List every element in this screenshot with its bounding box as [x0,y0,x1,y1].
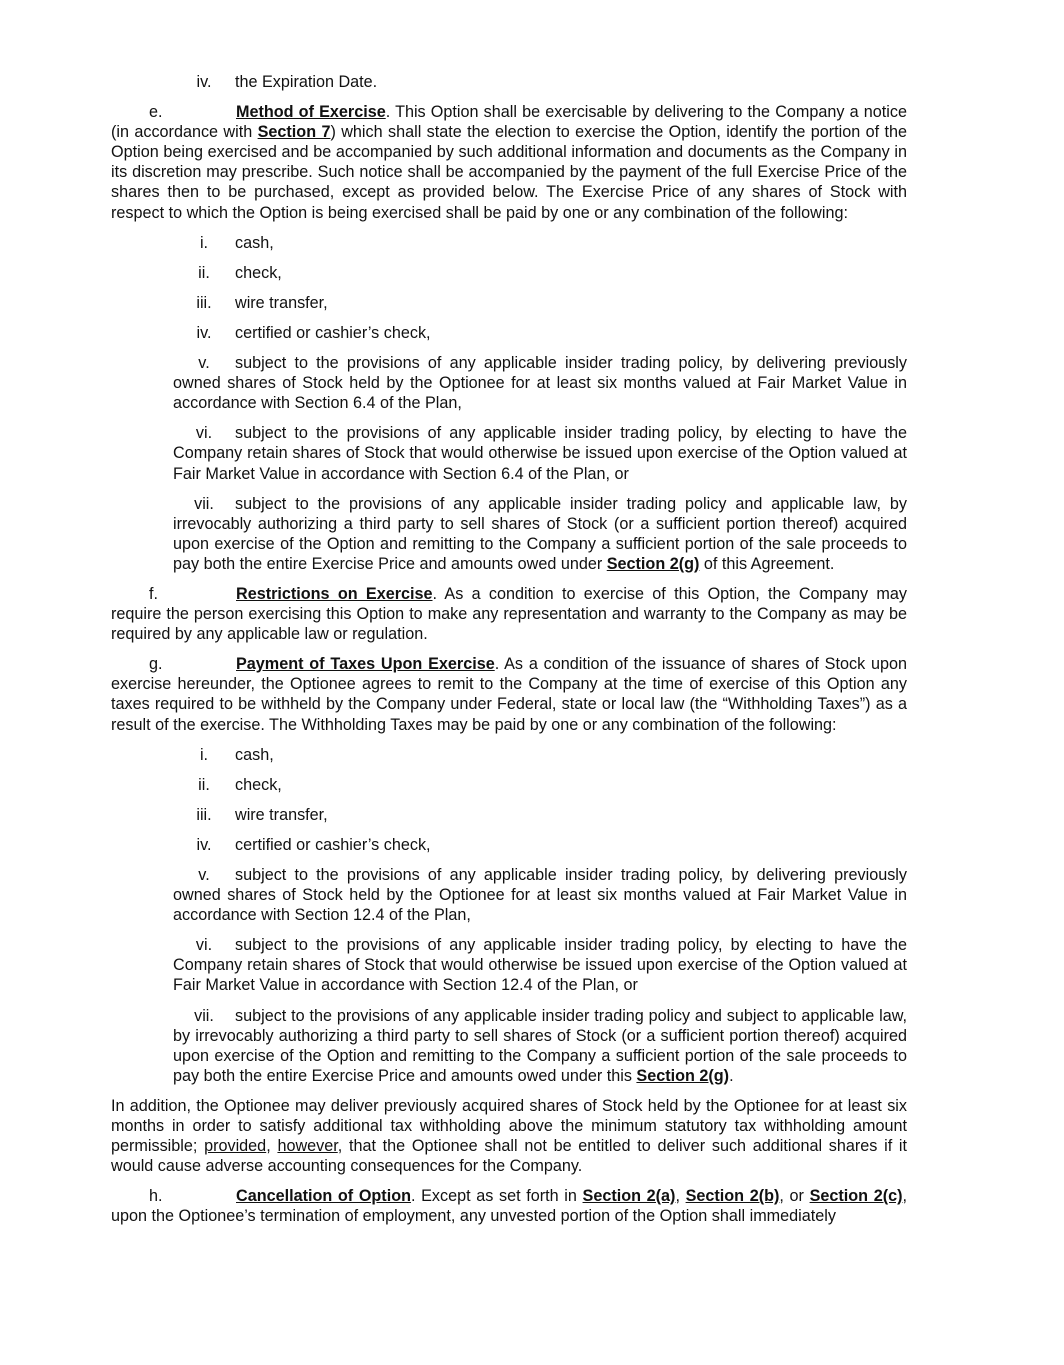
list-item: vii. subject to the provisions of any applicable insider trading policy and subject to applicable law, by irrevocably authorizing a third party to sell shares of Stock (or a sufficient portion thereof) acquired upon exercise of the Option and remitting to the Company a sufficient portion of the sale proceeds to pay both the entire Exercise Price and amounts owed under this Section 2(g). [173,1006,907,1085]
section-reference: Section 2(g) [636,1066,730,1085]
list-item: i. cash, [199,233,274,252]
list-item: iv. certified or cashier’s check, [196,835,431,854]
list-item: vi. subject to the provisions of any applicable insider trading policy, by electing to have the Company retain shares of Stock that would otherwise be issued upon exercise of the Option valued at Fair Market Value in accordance with Section 6.4 of the Plan, or [173,424,907,483]
section-reference: Section 7 [257,123,331,142]
list-item: i. cash, [199,745,274,764]
list-item: iv. the Expiration Date. [196,73,378,91]
section-h-paragraph: h. Cancellation of Option. Except as set forth in Section 2(a), Section 2(b), or Section 2(c), upon the Optionee’s termination of employment, any unvested portion of the Option shall immediately [111,1187,907,1226]
section-reference: Section 2(g) [606,554,700,573]
list-item: v. subject to the provisions of any applicable insider trading policy, by delivering previously owned shares of Stock held by the Optionee for at least six months valued at Fair Market Value in accordance with Section 12.4 of the Plan, [173,866,907,925]
section-heading: Payment of Taxes Upon Exercise [236,655,495,674]
emphasis-however: however [277,1137,338,1156]
list-item: vii. subject to the provisions of any applicable insider trading policy and applicable law, by irrevocably authorizing a third party to sell shares of Stock (or a sufficient portion thereof) acquired upon exercise of the Option and remitting to the Company a sufficient portion of the sale proceeds to pay both the entire Exercise Price and amounts owed under Section 2(g) of this Agreement. [173,494,907,573]
section-letter: f. [149,584,158,603]
section-letter: h. [149,1187,163,1206]
section-heading: Restrictions on Exercise [236,584,433,603]
list-item: ii. check, [198,775,282,794]
section-g-paragraph: g. Payment of Taxes Upon Exercise. As a condition of the issuance of shares of Stock upon exercise hereunder, the Optionee agrees to remit to the Company at the time of exercise of this Option any taxes required to be withheld by the Company under Federal, state or local law (the “Withholding Taxes”) as a result of the exercise. The Withholding Taxes may be paid by one or any combination of the following: [111,655,907,734]
list-item: ii. check, [198,263,282,282]
section-heading: Method of Exercise [236,103,386,122]
list-item: iii. wire transfer, [196,293,328,312]
section-letter: e. [149,103,163,122]
section-reference: Section 2(b) [685,1187,780,1206]
section-heading: Cancellation of Option [236,1187,411,1206]
document-page [111,72,907,1237]
list-item: iii. wire transfer, [196,805,328,824]
section-f-paragraph: f. Restrictions on Exercise. As a condition to exercise of this Option, the Company may require the person exercising this Option to make any representation and warranty to the Company as may be required by any applicable law or regulation. [111,584,907,644]
list-item: vi. subject to the provisions of any applicable insider trading policy, by electing to have the Company retain shares of Stock that would otherwise be issued upon exercise of the Option valued at Fair Market Value in accordance with Section 12.4 of the Plan, or [173,936,907,995]
section-reference: Section 2(a) [582,1187,676,1206]
addition-paragraph: In addition, the Optionee may deliver previously acquired shares of Stock held by the Optionee for at least six months in order to satisfy additional tax withholding above the minimum statutory tax withholding amount permissible; provided, however, that the Optionee shall not be entitled to deliver such additional shares if it would cause adverse accounting consequences for the Company. [111,1096,908,1176]
section-letter: g. [149,655,163,674]
section-reference: Section 2(c) [809,1187,903,1206]
list-item: iv. certified or cashier’s check, [196,323,431,342]
emphasis-provided: provided [204,1137,267,1156]
list-item: v. subject to the provisions of any applicable insider trading policy, by delivering previously owned shares of Stock held by the Optionee for at least six months valued at Fair Market Value in accordance with Section 6.4 of the Plan, [173,354,907,413]
section-e-paragraph: e. Method of Exercise. This Option shall be exercisable by delivering to the Company a notice (in accordance with Section 7) which shall state the election to exercise the Option, identify the portion of the Option being exercised and be accompanied by such additional information and documents as the Company in its discretion may prescribe. Such notice shall be accompanied by the payment of the full Exercise Price of the shares then to be purchased, except as provided below. The Exercise Price of any shares of Stock with respect to which the Option is being exercised shall be paid by one or any combination of the following: [111,103,907,222]
